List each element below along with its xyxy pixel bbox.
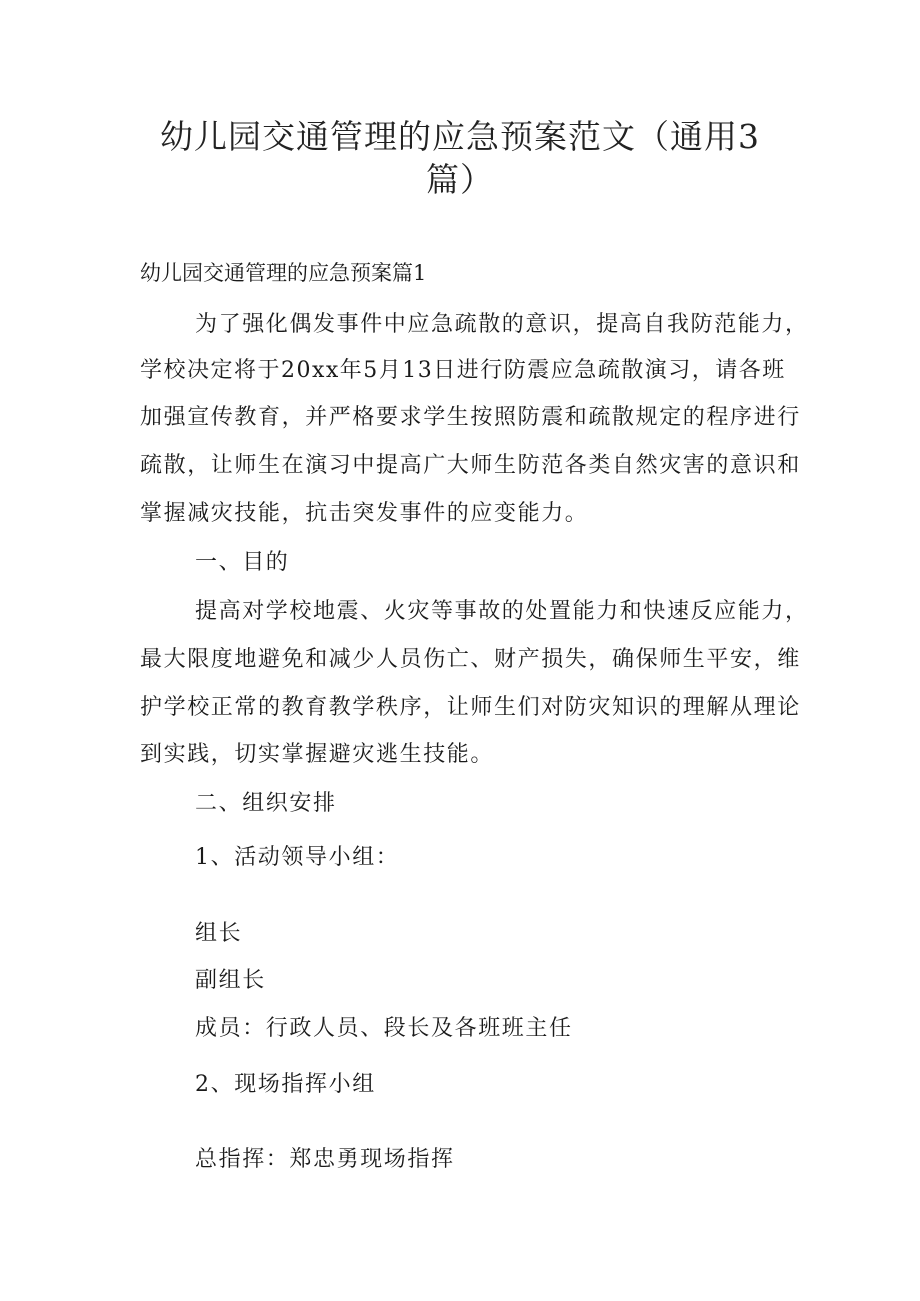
leadership-group-heading: 1、活动领导小组： xyxy=(195,845,400,870)
purpose-heading: 一、目的 xyxy=(195,550,290,575)
purpose-paragraph-line: 提高对学校地震、火灾等事故的处置能力和快速反应能力， xyxy=(195,599,809,624)
purpose-paragraph-line: 护学校正常的教育教学秩序，让师生们对防灾知识的理解从理论 xyxy=(140,695,801,720)
onsite-command-heading: 2、现场指挥小组 xyxy=(195,1072,376,1097)
document-title-line-1: 幼儿园交通管理的应急预案范文（通用3 xyxy=(160,117,760,156)
purpose-paragraph-line: 到实践，切实掌握避灾逃生技能。 xyxy=(140,742,495,767)
intro-paragraph-line: 学校决定将于20xx年5月13日进行防震应急疏散演习，请各班 xyxy=(140,358,786,383)
document-title-line-2: 篇） xyxy=(426,160,494,199)
purpose-paragraph-line: 最大限度地避免和减少人员伤亡、财产损失，确保师生平安，维 xyxy=(140,647,801,672)
intro-paragraph-line: 为了强化偶发事件中应急疏散的意识，提高自我防范能力， xyxy=(195,312,809,337)
intro-paragraph-line: 掌握减灾技能，抗击突发事件的应变能力。 xyxy=(140,501,589,526)
chief-commander-line: 总指挥：郑忠勇现场指挥 xyxy=(195,1147,455,1172)
organization-heading: 二、组织安排 xyxy=(195,791,337,816)
section-subtitle: 幼儿园交通管理的应急预案篇1 xyxy=(140,261,427,285)
intro-paragraph-line: 疏散，让师生在演习中提高广大师生防范各类自然灾害的意识和 xyxy=(140,453,801,478)
intro-paragraph-line: 加强宣传教育，并严格要求学生按照防震和疏散规定的程序进行 xyxy=(140,405,801,430)
group-leader-line: 组长 xyxy=(195,921,243,946)
group-deputy-line: 副组长 xyxy=(195,968,266,993)
group-members-line: 成员：行政人员、段长及各班班主任 xyxy=(195,1016,573,1041)
